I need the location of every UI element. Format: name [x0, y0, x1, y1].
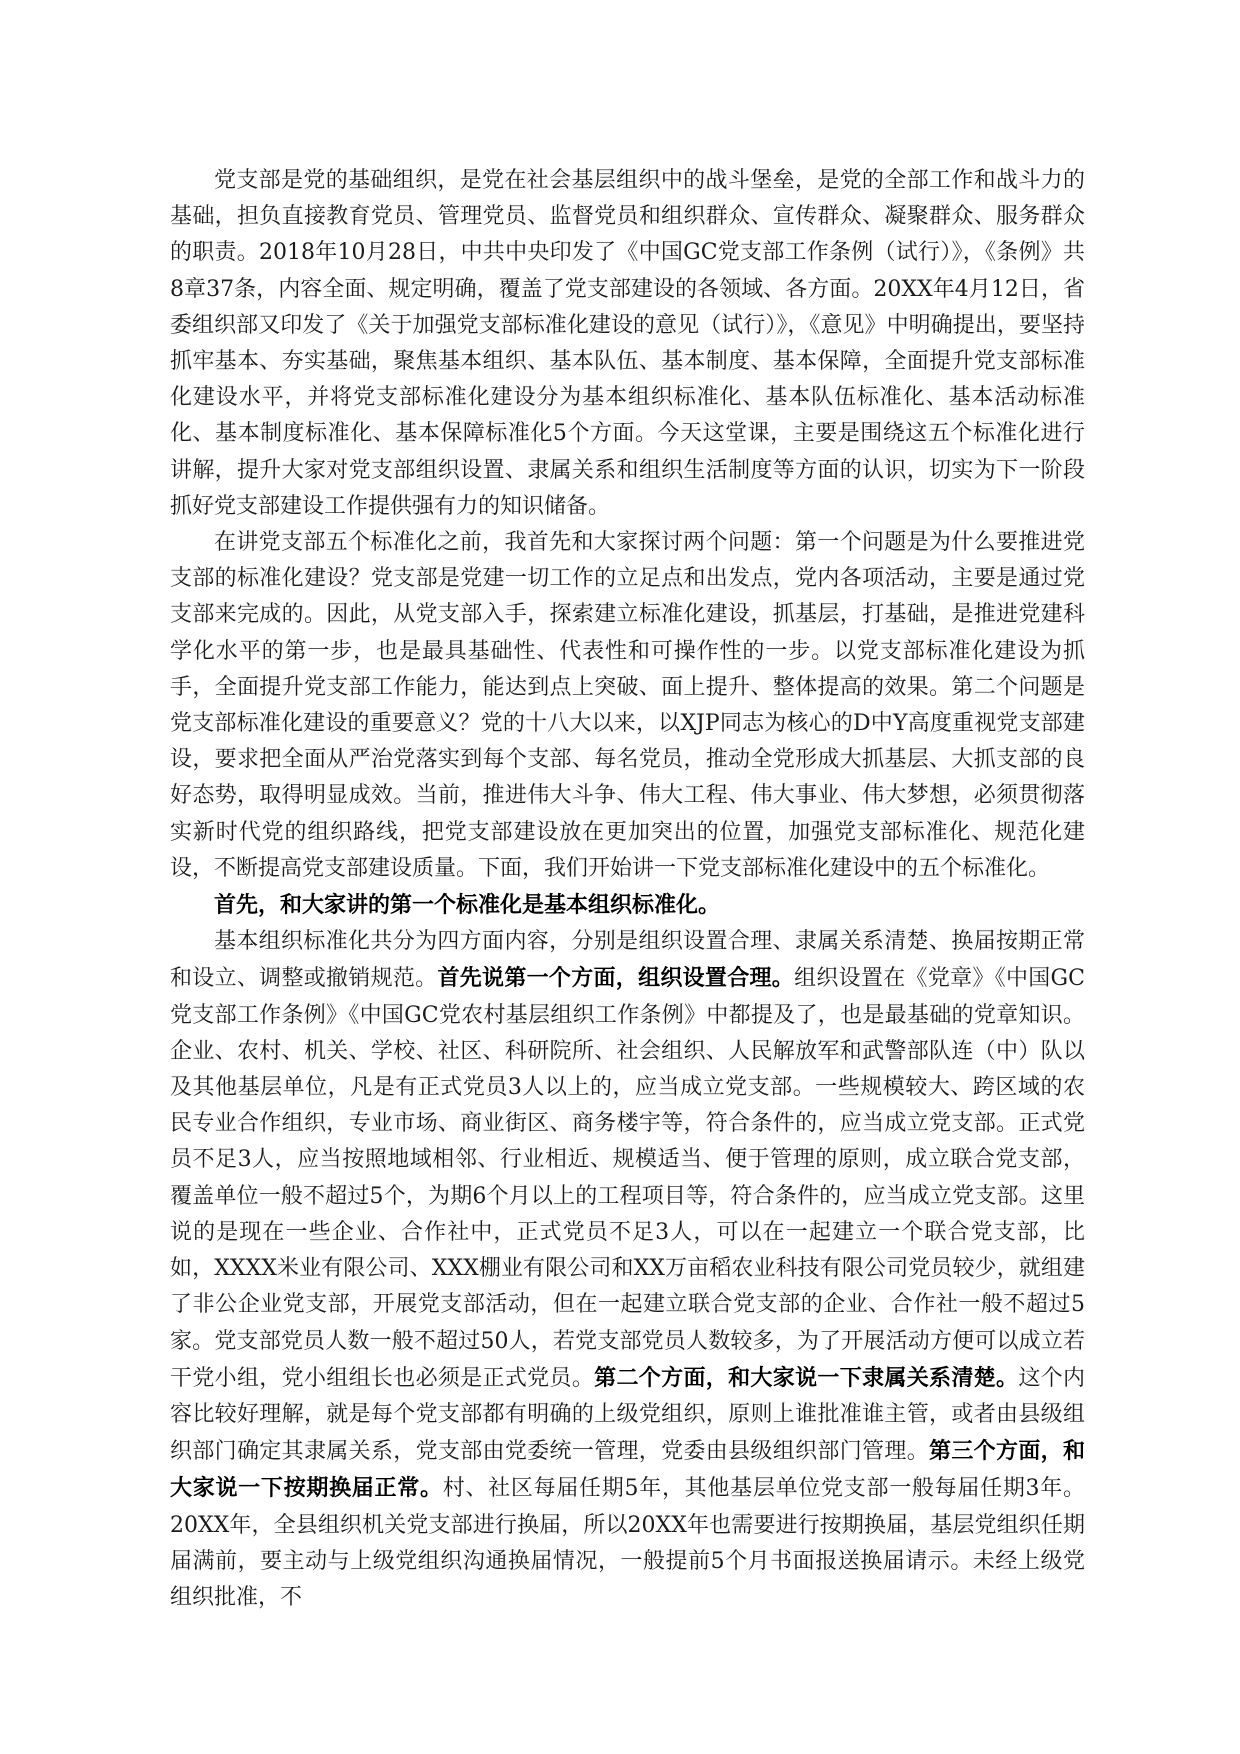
section-heading-basic-organization: [170, 887, 1085, 924]
paragraph-intro: [170, 163, 1085, 525]
paragraph-text: 在讲党支部五个标准化之前，我首先和大家探讨两个问题：第一个问题是为什么要推进党支部的标准化建设？党支部是党建一切工作的立足点和出发点，党内各项活动，主要是通过党支部来完成的。因此，从党支部入手，探索建立标准化建设，抓基层，打基础，是推进党建科学化水平的第一步，也是最具基础性、代表性和可操作性的一步。以党支部标准化建设为抓手，全面提升党支部工作能力，能达到点上突破、面上提升、整体提高的效果。第二个问题是党支部标准化建设的重要意义？党的十八大以来，以XJP同志为核心的D中Y高度重视党支部建设，要求把全面从严治党落实到每个支部、每名党员，推动全党形成大抓基层、大抓支部的良好态势，取得明显成效。当前，推进伟大斗争、伟大工程、伟大事业、伟大梦想，必须贯彻落实新时代党的组织路线，把党支部建设放在更加突出的位置，加强党支部标准化、规范化建设，不断提高党支部建设质量。下面，我们开始讲一下党支部标准化建设中的五个标准化。: [170, 530, 1085, 881]
inline-heading-second-aspect: 第二个方面，和大家说一下隶属关系清楚。: [594, 1364, 1019, 1391]
paragraph-organization-details: [170, 924, 1085, 1616]
inline-heading-third-aspect: 第三个方面，和大家说一下按期换届正常。: [170, 1438, 1085, 1502]
paragraph-text: 村、社区每届任期5年，其他基层单位党支部一般每届任期3年。20XX年，全县组织机关党支部进行换届，所以20XX年也需要进行按期换届，基层党组织任期届满前，要主动与上级党组织沟通换届情况，一般提前5个月书面报送换届请示。未经上级党组织批准，不: [170, 1476, 1085, 1610]
paragraph-text: 基本组织标准化共分为四方面内容，分别是组织设置合理、隶属关系清楚、换届按期正常和设立、调整或撤销规范。: [170, 929, 1085, 992]
paragraph-text: 组织设置在《党章》《中国GC党支部工作条例》《中国GC党农村基层组织工作条例》中都提及了，也是最基础的党章知识。企业、农村、机关、学校、社区、科研院所、社会组织、人民解放军和武警部队连（中）队以及其他基层单位，凡是有正式党员3人以上的，应当成立党支部。一些规模较大、跨区域的农民专业合作组织，专业市场、商业街区、商务楼宇等，符合条件的，应当成立党支部。正式党员不足3人，应当按照地域相邻、行业相近、规模适当、便于管理的原则，成立联合党支部，覆盖单位一般不超过5个，为期6个月以上的工程项目等，符合条件的，应当成立党支部。这里说的是现在一些企业、合作社中，正式党员不足3人，可以在一起建立一个联合党支部，比如，XXXX米业有限公司、XXX棚业有限公司和XX万亩稻农业科技有限公司党员较少，就组建了非公企业党支部，开展党支部活动，但在一起建立联合党支部的企业、合作社一般不超过5家。党支部党员人数一般不超过50人，若党支部党员人数较多，为了开展活动方便可以成立若干党小组，党小组组长也必须是正式党员。: [170, 966, 1085, 1391]
paragraph-text: 这个内容比较好理解，就是每个党支部都有明确的上级党组织，原则上谁批准谁主管，或者由县级组织部门确定其隶属关系，党支部由党委统一管理，党委由县级组织部门管理。: [170, 1365, 1085, 1465]
inline-heading-first-aspect: 首先说第一个方面，组织设置合理。: [437, 965, 795, 992]
document-body: [170, 163, 1085, 1616]
paragraph-text: 党支部是党的基础组织，是党在社会基层组织中的战斗堡垒，是党的全部工作和战斗力的基础，担负直接教育党员、管理党员、监督党员和组织群众、宣传群众、凝聚群众、服务群众的职责。2018年10月28日，中共中央印发了《中国GC党支部工作条例（试行）》，《条例》共8章37条，内容全面、规定明确，覆盖了党支部建设的各领域、各方面。20XX年4月12日，省委组织部又印发了《关于加强党支部标准化建设的意见（试行）》，《意见》中明确提出，要坚持抓牢基本、夯实基础，聚焦基本组织、基本队伍、基本制度、基本保障，全面提升党支部标准化建设水平，并将党支部标准化建设分为基本组织标准化、基本队伍标准化、基本活动标准化、基本制度标准化、基本保障标准化5个方面。今天这堂课，主要是围绕这五个标准化进行讲解，提升大家对党支部组织设置、隶属关系和组织生活制度等方面的认识，切实为下一阶段抓好党支部建设工作提供强有力的知识储备。: [170, 168, 1085, 519]
heading-text: 首先，和大家讲的第一个标准化是基本组织标准化。: [214, 892, 721, 919]
paragraph-two-questions: [170, 525, 1085, 887]
